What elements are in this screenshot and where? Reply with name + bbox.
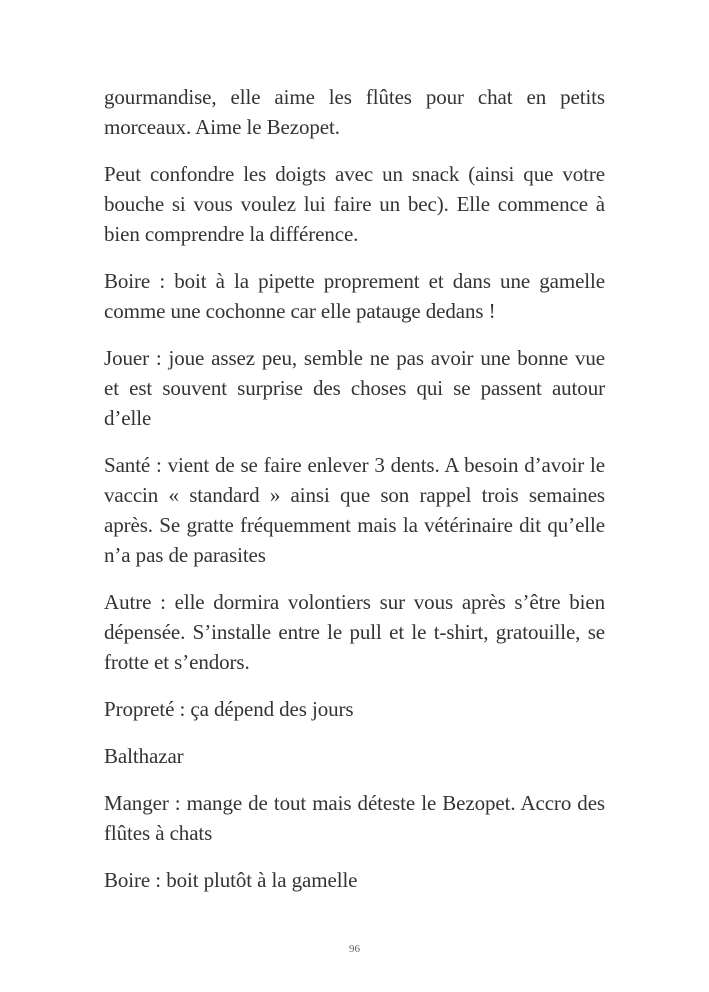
paragraph-other: Autre : elle dormira volontiers sur vous après s’être bien dépensée. S’installe entre le pull et le t-shirt, gratouille, se frotte et s’endors.: [104, 590, 605, 674]
paragraph-playing: Jouer : joue assez peu, semble ne pas avoir une bonne vue et est souvent surprise des choses qui se passent autour d’elle: [104, 346, 605, 430]
paragraph-drinking: Boire : boit à la pipette proprement et dans une gamelle comme une cochonne car elle patauge dedans !: [104, 269, 605, 323]
page-number: 96: [349, 943, 360, 955]
page-body: [104, 82, 605, 912]
paragraph-snack-confusion: Peut confondre les doigts avec un snack (ainsi que votre bouche si vous voulez lui faire un bec). Elle commence à bien comprendre la différence.: [104, 162, 605, 246]
paragraph-drinking-balthazar: Boire : boit plutôt à la gamelle: [104, 868, 358, 892]
paragraph-eating: Manger : mange de tout mais déteste le Bezopet. Accro des flûtes à chats: [104, 791, 605, 845]
paragraph-health: Santé : vient de se faire enlever 3 dents. A besoin d’avoir le vaccin « standard » ainsi que son rappel trois semaines après. Se gratte fréquemment mais la vétérinaire dit qu’elle n’a pas de parasites: [104, 453, 605, 567]
paragraph-food-preferences: gourmandise, elle aime les flûtes pour chat en petits morceaux. Aime le Bezopet.: [104, 85, 605, 139]
cat-name-heading: Balthazar: [104, 744, 184, 768]
paragraph-cleanliness: Propreté : ça dépend des jours: [104, 697, 354, 721]
